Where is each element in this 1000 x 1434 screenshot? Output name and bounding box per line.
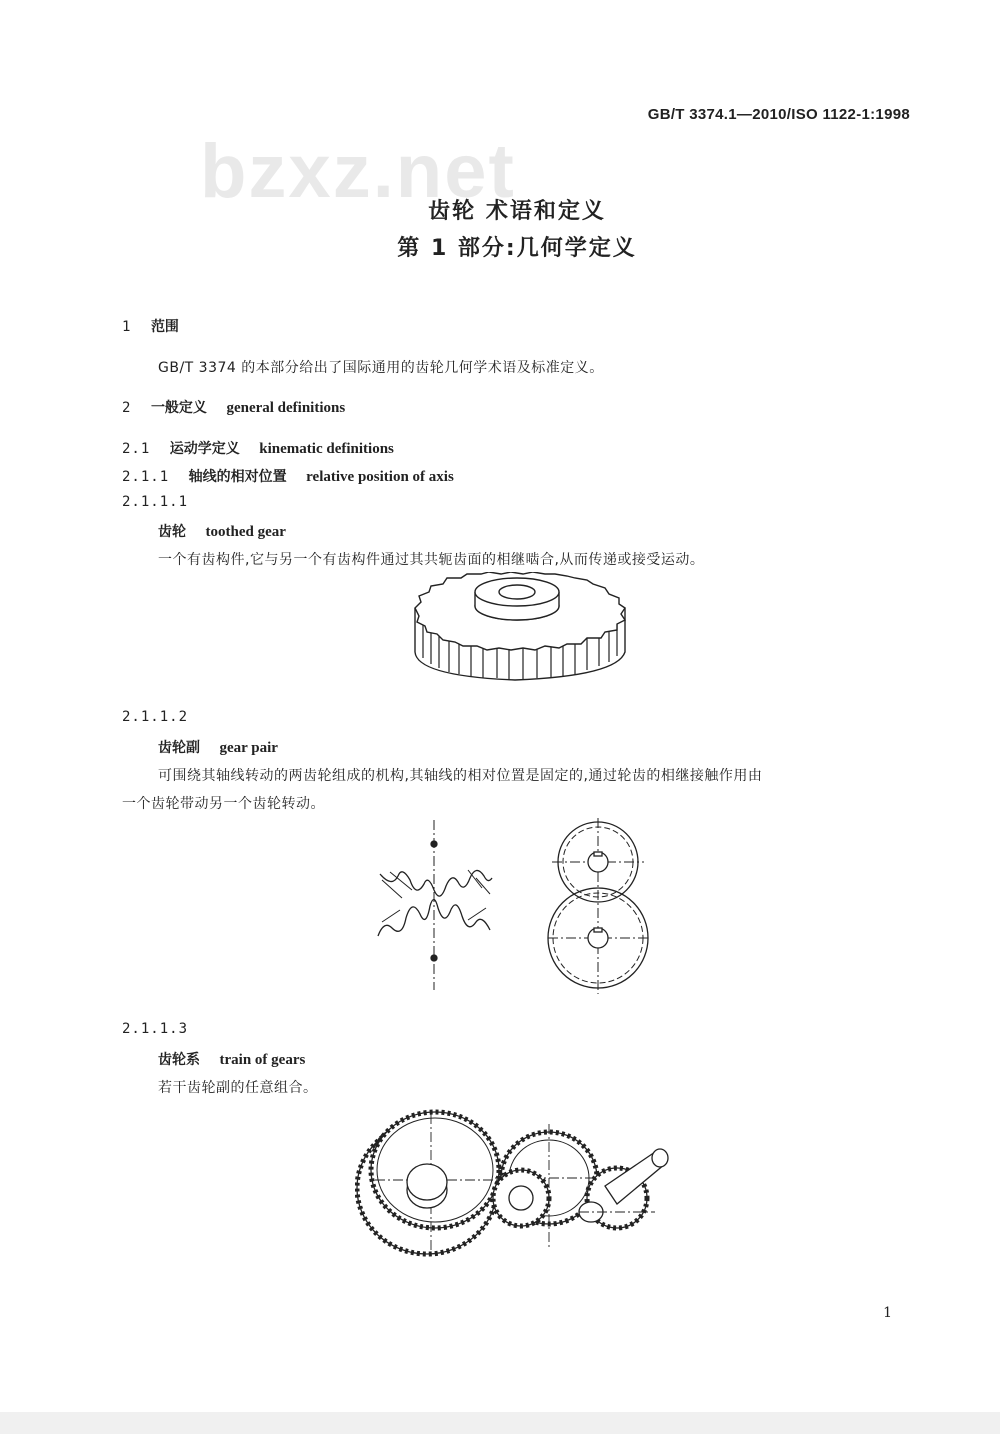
section-heading-2-1-1: 2.1.1 轴线的相对位置 relative position of axis [122, 469, 454, 485]
term-heading: 齿轮副 gear pair [158, 740, 278, 756]
term-heading: 齿轮系 train of gears [158, 1052, 306, 1068]
page-number: 1 [883, 1305, 892, 1321]
bottom-bar [0, 1412, 1000, 1434]
title-line1: 齿轮 术语和定义 [428, 199, 606, 224]
term-definition: 若干齿轮副的任意组合。 [158, 1080, 318, 1096]
gear-pair-figure [372, 818, 662, 994]
section-heading-2-1: 2.1 运动学定义 kinematic definitions [122, 441, 394, 457]
section-heading-2: 2 一般定义 general definitions [122, 400, 346, 416]
term-number: 2.1.1.3 [122, 1021, 189, 1037]
term-number: 2.1.1.1 [122, 494, 189, 510]
term-number: 2.1.1.2 [122, 709, 189, 725]
term-heading: 齿轮 toothed gear [158, 524, 286, 540]
gear-figure [405, 572, 635, 690]
term-definition: 一个有齿构件,它与另一个有齿构件通过其共轭齿面的相继啮合,从而传递或接受运动。 [158, 552, 705, 568]
gear-train-figure [355, 1100, 675, 1260]
term-definition-line2: 一个齿轮带动另一个齿轮转动。 [122, 796, 325, 812]
watermark: bzxz.net [200, 129, 516, 214]
title-line2: 第 1 部分:几何学定义 [397, 236, 637, 261]
term-definition-line1: 可围绕其轴线转动的两齿轮组成的机构,其轴线的相对位置是固定的,通过轮齿的相继接触作用由 [158, 768, 763, 784]
section-heading-1: 1 范围 [122, 319, 179, 335]
standard-code: GB/T 3374.1—2010/ISO 1122-1:1998 [647, 106, 910, 123]
section-1-body: GB/T 3374 的本部分给出了国际通用的齿轮几何学术语及标准定义。 [158, 360, 604, 376]
